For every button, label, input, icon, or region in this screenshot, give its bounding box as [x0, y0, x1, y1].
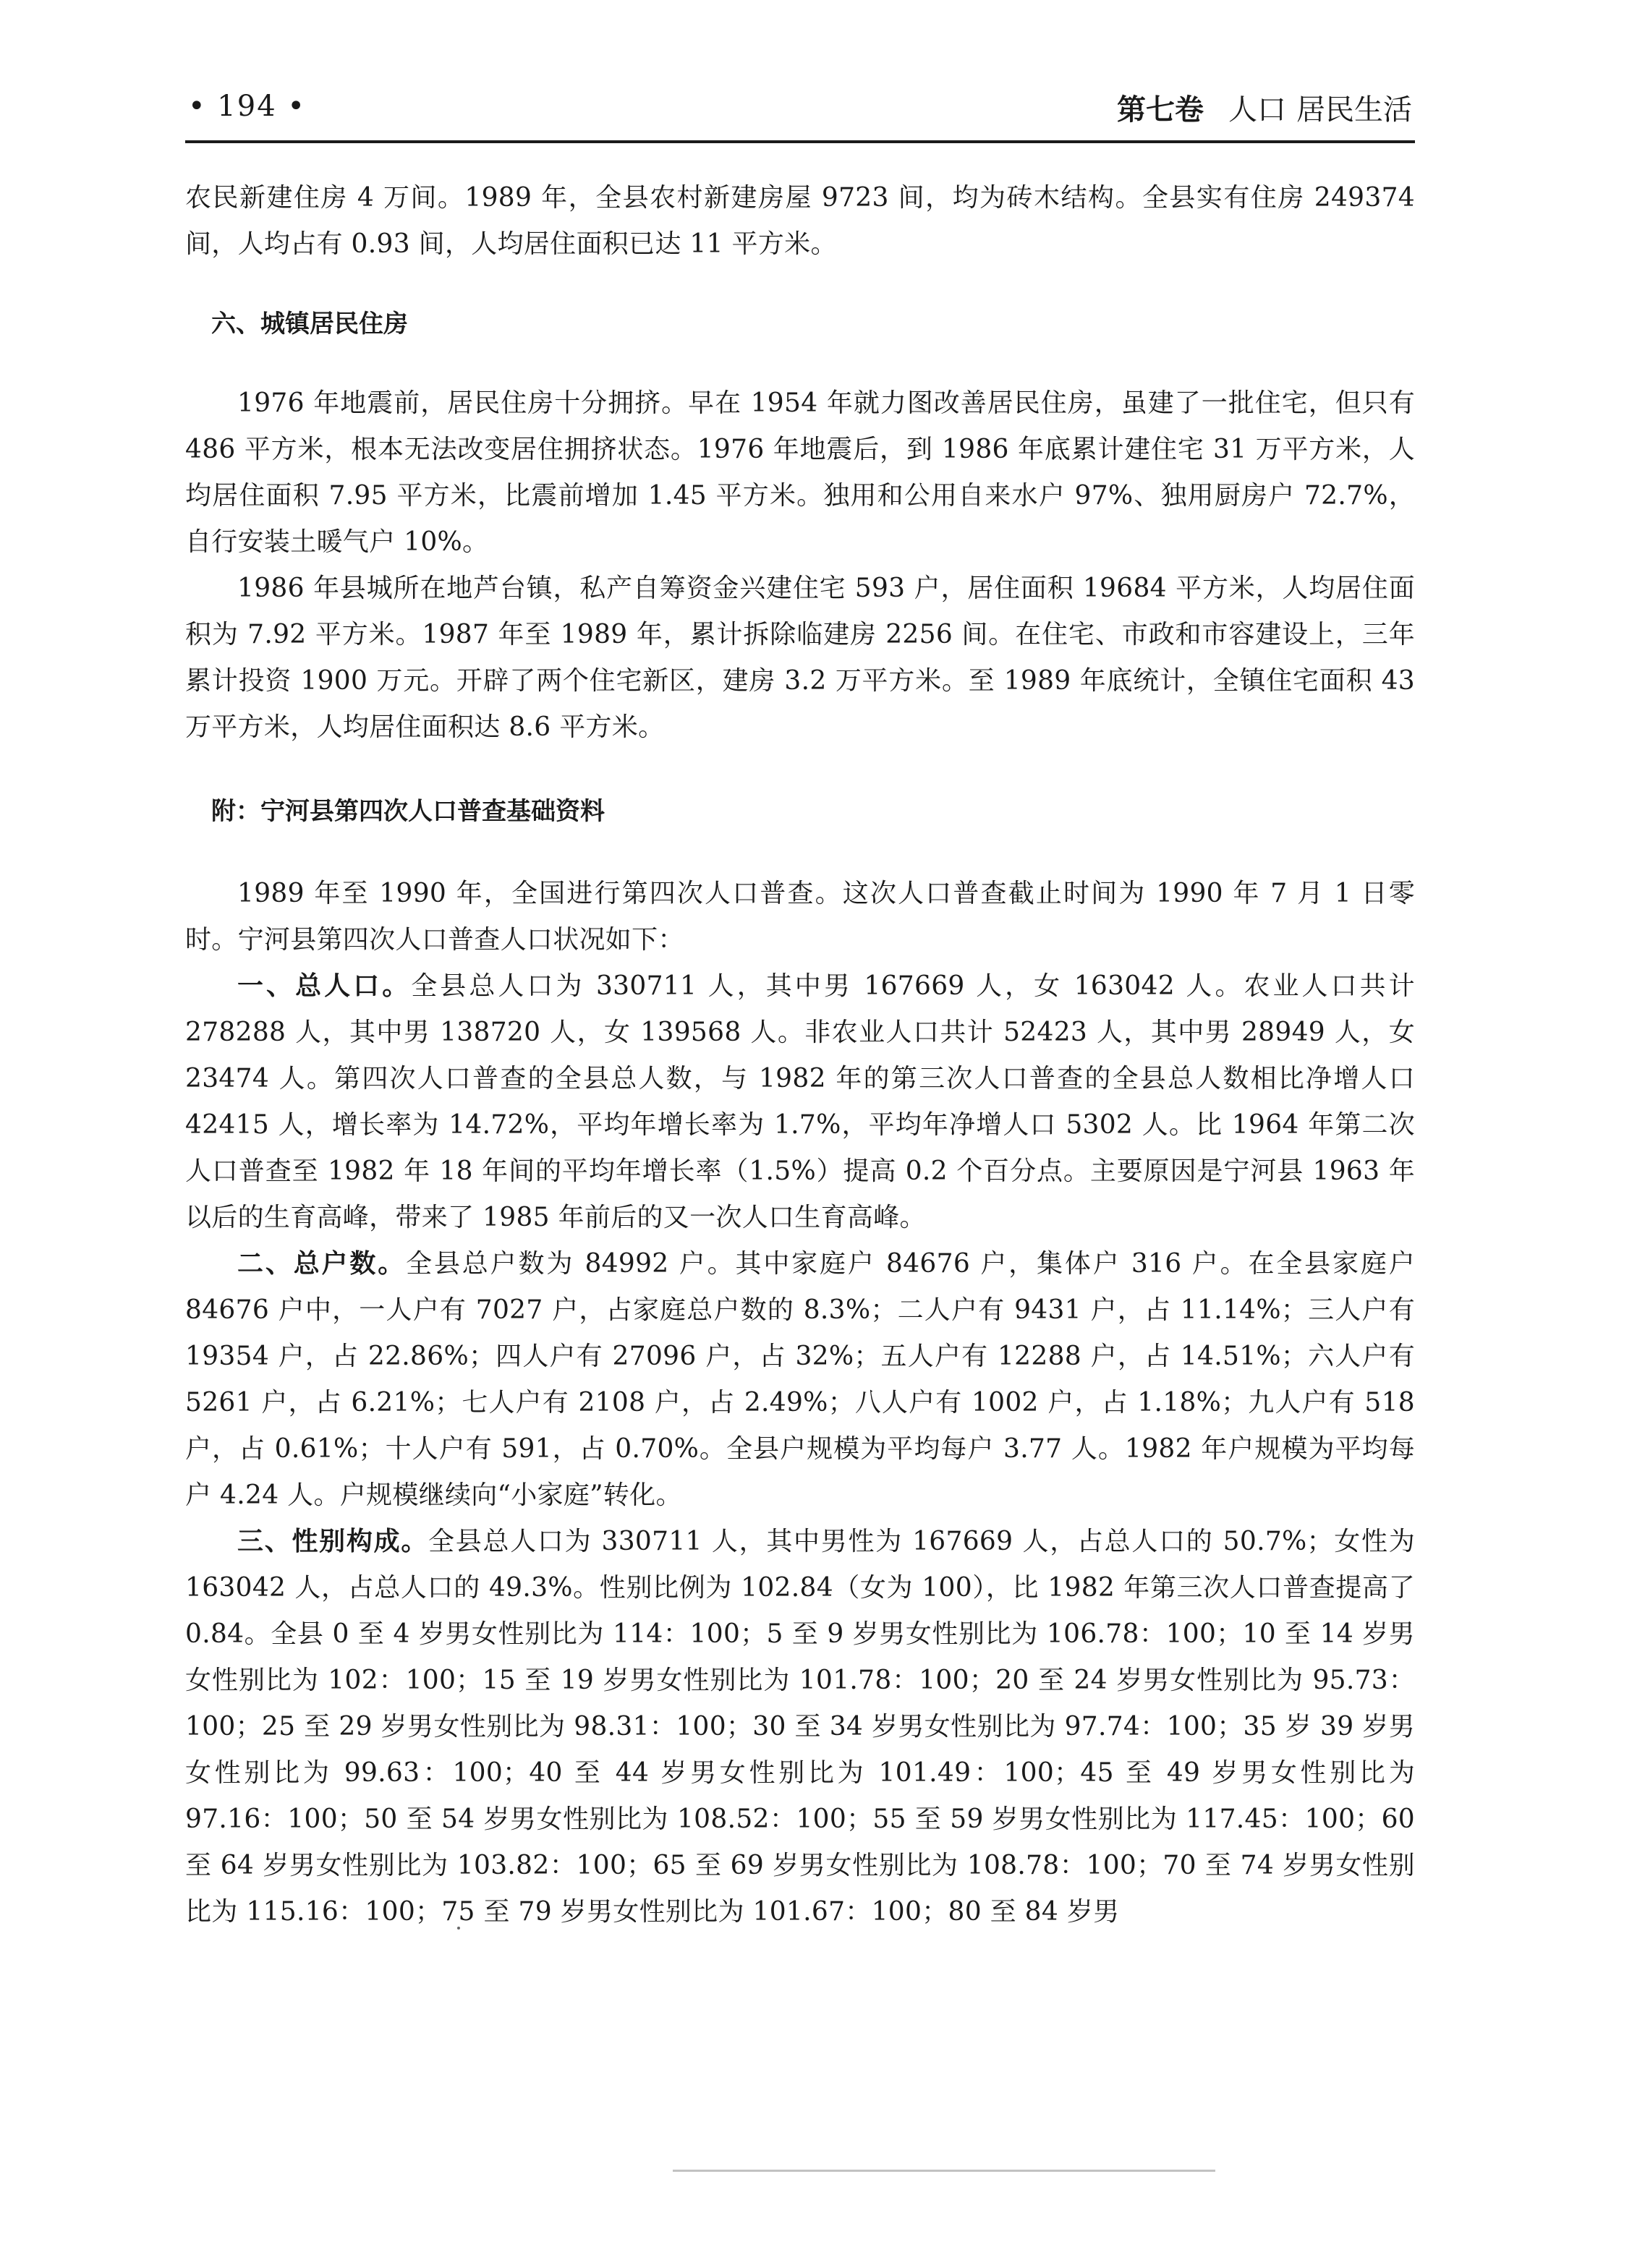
census-item-sex-ratio — [185, 1519, 1415, 1935]
running-head — [1117, 87, 1412, 128]
item-text: 全县总人口为 330711 人，其中男 167669 人，女 163042 人。农业人口共计 278288 人，其中男 138720 人，女 139568 人。非农业人口共计 52423 人，其中男 28949 人，女 23474 人。第四次人口普查的全县总人数，与 1982 年的第三次人口普查的全县总人数相比净增人口 42415 人，增长率为 14.72%，平均年增长率为 1.7%，平均年净增人口 5302 人。比 1964 年第二次人口普查至 1982 年 18 年间的平均年增长率（1.5%）提高 0.2 个百分点。主要原因是宁河县 1963 年以后的生育高峰，带来了 1985 年前后的又一次人口生育高峰。 — [185, 971, 1415, 1232]
item-text: 全县总人口为 330711 人，其中男性为 167669 人，占总人口的 50.7%；女性为 163042 人，占总人口的 49.3%。性别比例为 102.84（女为 100），比 1982 年第三次人口普查提高了 0.84。全县 0 至 4 岁男女性别比为 114：100；5 至 9 岁男女性别比为 106.78：100；10 至 14 岁男女性别比为 102：100；15 至 19 岁男女性别比为 101.78：100；20 至 24 岁男女性别比为 95.73：100；25 至 29 岁男女性别比为 98.31：100；30 至 34 岁男女性别比为 97.74：100；35 岁 39 岁男女性别比为 99.63：100；40 至 44 岁男女性别比为 101.49：100；45 至 49 岁男女性别比为 97.16：100；50 至 54 岁男女性别比为 108.52：100；55 至 59 岁男女性别比为 117.45：100；60 至 64 岁男女性别比为 103.82：100；65 至 69 岁男女性别比为 108.78：100；70 至 74 岁男女性别比为 115.16：100；75 至 79 岁男女性别比为 101.67：100；80 至 84 岁男 — [185, 1527, 1415, 1927]
census-item-households — [185, 1241, 1415, 1519]
page-content — [185, 175, 1415, 1935]
subsection-title: 居民生活 — [1296, 93, 1412, 127]
census-item-total-population — [185, 963, 1415, 1241]
appendix-intro: 1989 年至 1990 年，全国进行第四次人口普查。这次人口普查截止时间为 1990 年 7 月 1 日零时。宁河县第四次人口普查人口状况如下： — [185, 879, 1415, 955]
paragraph-continued: 农民新建住房 4 万间。1989 年，全县农村新建房屋 9723 间，均为砖木结构。全县实有住房 249374 间，人均占有 0.93 间，人均居住面积已达 11 平方米。 — [185, 183, 1415, 259]
appendix-heading: 附：宁河县第四次人口普查基础资料 — [211, 797, 605, 826]
section-title: 人口 — [1228, 93, 1286, 127]
paragraph: 1976 年地震前，居民住房十分拥挤。早在 1954 年就力图改善居民住房，虽建了一批住宅，但只有 486 平方米，根本无法改变居住拥挤状态。1976 年地震后，到 1986 年底累计建住宅 31 万平方米，人均居住面积 7.95 平方米，比震前增加 1.45 平方米。独用和公用自来水户 97%、独用厨房户 72.7%，自行安装土暖气户 10%。 — [185, 388, 1415, 557]
document-page — [185, 87, 1415, 1935]
scan-speck — [457, 1927, 460, 1930]
paragraph: 1986 年县城所在地芦台镇，私产自筹资金兴建住宅 593 户，居住面积 19684 平方米，人均居住面积为 7.92 平方米。1987 年至 1989 年，累计拆除临建房 2256 间。在住宅、市政和市容建设上，三年累计投资 1900 万元。开辟了两个住宅新区，建房 3.2 万平方米。至 1989 年底统计，全镇住宅面积 43 万平方米，人均居住面积达 8.6 平方米。 — [185, 574, 1415, 742]
item-lead: 二、总户数。 — [237, 1249, 407, 1279]
page-number: • 194 • — [188, 90, 306, 123]
volume-title: 第七卷 — [1117, 93, 1204, 127]
page-header — [185, 87, 1415, 143]
scan-artifact-line — [673, 2170, 1215, 2172]
item-lead: 一、总人口。 — [237, 971, 412, 1001]
section-heading-urban-housing: 六、城镇居民住房 — [211, 310, 408, 338]
item-lead: 三、性别构成。 — [237, 1527, 429, 1556]
item-text: 全县总户数为 84992 户。其中家庭户 84676 户，集体户 316 户。在全县家庭户 84676 户中，一人户有 7027 户，占家庭总户数的 8.3%；二人户有 9431 户，占 11.14%；三人户有 19354 户，占 22.86%；四人户有 27096 户，占 32%；五人户有 12288 户，占 14.51%；六人户有 5261 户，占 6.21%；七人户有 2108 户，占 2.49%；八人户有 1002 户，占 1.18%；九人户有 518 户，占 0.61%；十人户有 591，占 0.70%。全县户规模为平均每户 3.77 人。1982 年户规模为平均每户 4.24 人。户规模继续向“小家庭”转化。 — [185, 1249, 1415, 1510]
